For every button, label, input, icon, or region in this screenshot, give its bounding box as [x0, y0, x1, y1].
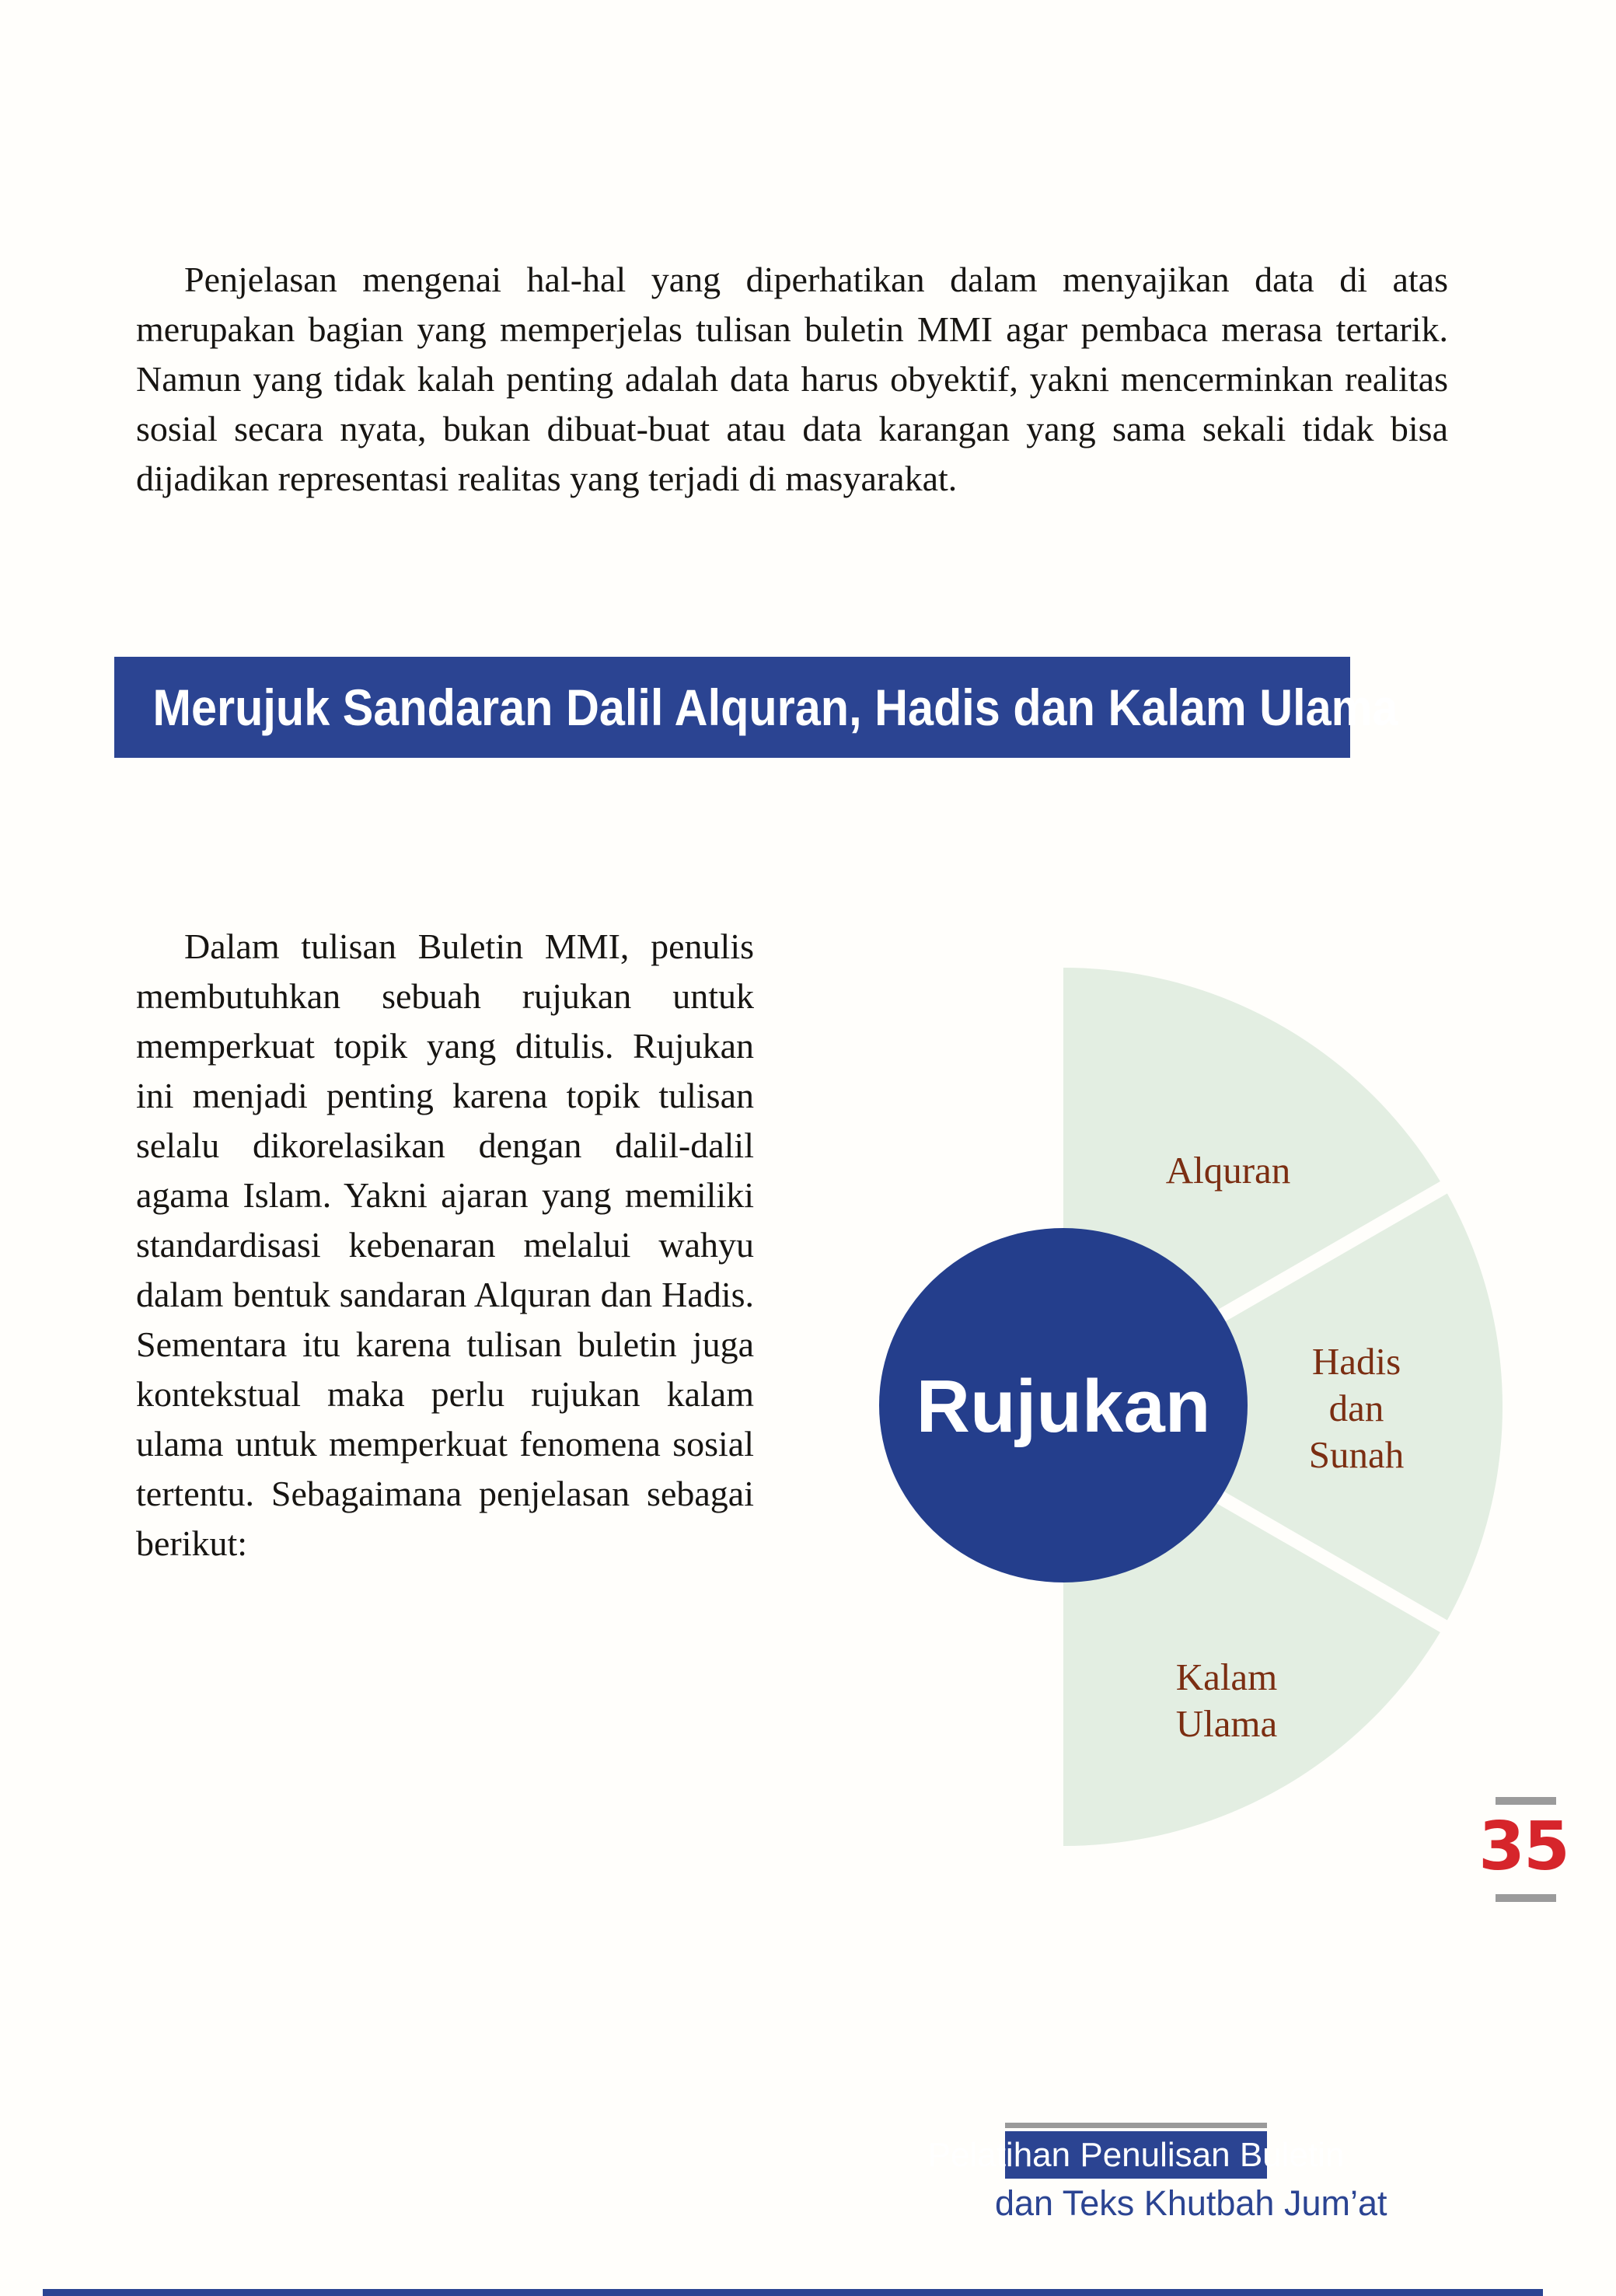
segment-hadis-label-line2: dan: [1328, 1387, 1384, 1429]
footer-title-line1: Pelatihan Penulisan Buletin: [927, 2135, 1345, 2174]
footer-rule: [1005, 2123, 1267, 2128]
intro-paragraph: Penjelasan mengenai hal-hal yang diperhatikan dalam menyajikan data di atas merupakan bagian yang memperjelas tulisan buletin MMI agar pembaca merasa tertarik. Namun yang tidak kalah penting adalah data harus obyektif, yakni mencerminkan realitas sosial secara nyata, bukan dibuat-buat atau data karangan yang sama sekali tidak bisa dijadikan representasi realitas yang terjadi di masyarakat.: [136, 260, 1448, 498]
segment-kalam-label-line1: Kalam: [1175, 1656, 1278, 1698]
section-heading-text: Merujuk Sandaran Dalil Alquran, Hadis dan Kalam Ulama: [152, 679, 1398, 736]
section-heading-banner: [114, 657, 1398, 758]
footer-title-box: [927, 2131, 1345, 2179]
rujukan-circle-label: Rujukan: [916, 1365, 1211, 1448]
body-paragraph: Dalam tulisan Buletin MMI, penulis membutuhkan sebuah rujukan untuk memperkuat topik yang ditulis. Rujukan ini menjadi penting karena topik tulisan selalu dikorelasikan dengan dalil-dalil agama Islam. Yakni ajaran yang memiliki standardisasi kebenaran melalui wahyu dalam bentuk sandaran Alquran dan Hadis. Sementara itu karena tulisan buletin juga kontekstual maka perlu rujukan kalam ulama untuk memperkuat fenomena sosial tertentu. Sebagaimana penjelasan sebagai berikut:: [136, 926, 754, 1563]
segment-hadis-label-line1: Hadis: [1311, 1340, 1401, 1383]
rujukan-diagram: [847, 952, 1555, 1862]
segment-hadis-label-line3: Sunah: [1308, 1433, 1405, 1476]
page-number: 35: [1478, 1808, 1569, 1886]
segment-kalam-label-line2: Ulama: [1175, 1702, 1278, 1745]
bottom-edge-strip: [43, 2289, 1543, 2296]
page-number-top-bar: [1496, 1797, 1556, 1805]
page-number-bottom-bar: [1496, 1894, 1556, 1902]
segment-alquran-label: Alquran: [1165, 1149, 1291, 1192]
footer-title-line2: dan Teks Khutbah Jum’at: [995, 2183, 1387, 2223]
